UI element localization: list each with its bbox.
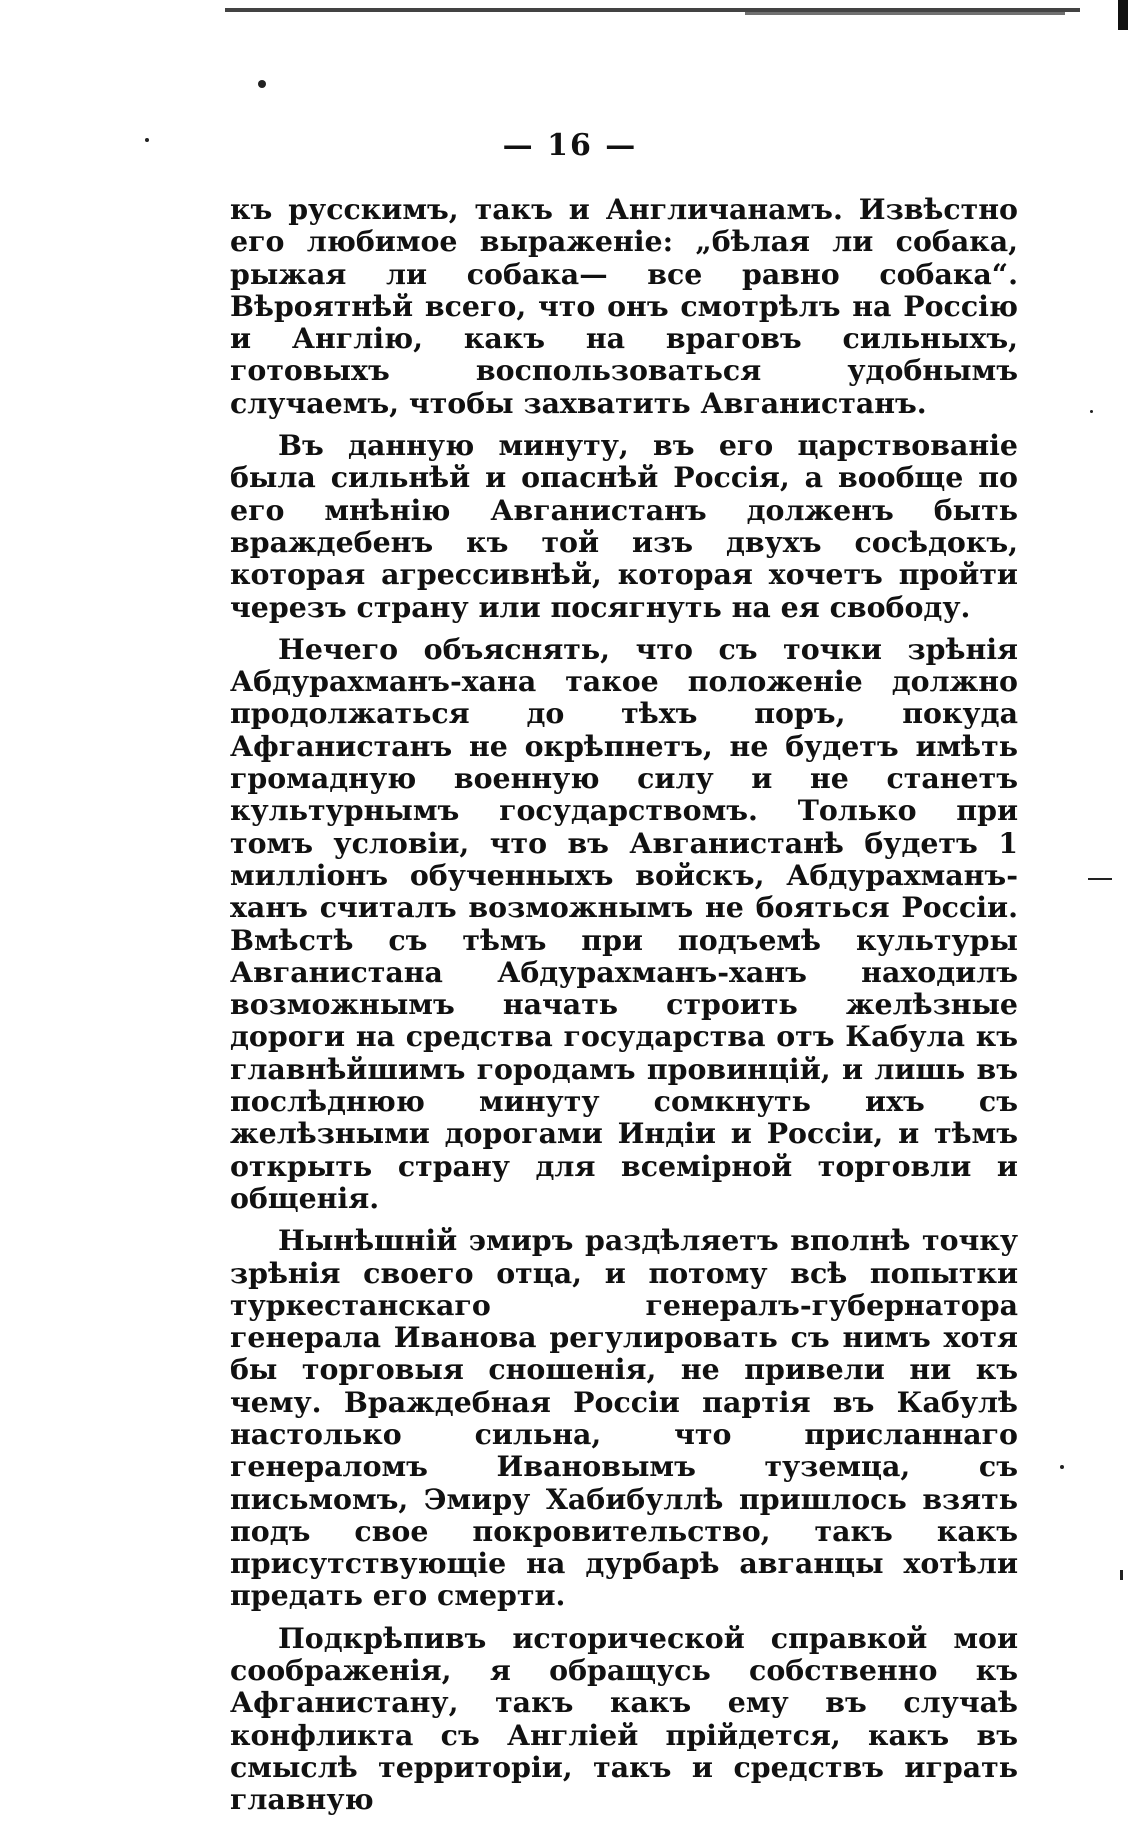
- scan-edge-mark: [1118, 0, 1128, 30]
- paragraph-4: Нынѣшній эмиръ раздѣляетъ вполнѣ точку зрѣнія своего отца, и потому всѣ попытки туркестанскаго генералъ-губернатора генерала Иванова регулировать съ нимъ хотя бы торговыя сношенія, не привели ни къ чему. Враждебная Россіи партія въ Кабулѣ настолько сильна, что присланнаго генераломъ Ивановымъ туземца, съ письмомъ, Эмиру Хабибуллѣ пришлось взять подъ свое покровительство, такъ какъ присутствующіе на дурбарѣ авганцы хотѣли предать его смерти.: [230, 1223, 1018, 1613]
- scan-speck: [1120, 1570, 1123, 1580]
- paragraph-5: Подкрѣпивъ исторической справкой мои соображенія, я обращусь собственно къ Афганистану, такъ какъ ему въ случаѣ конфликта съ Англіей прійдется, какъ въ смыслѣ территоріи, такъ и средствъ играть главную: [230, 1620, 1018, 1817]
- page-number: — 16 —: [502, 128, 638, 163]
- paragraph-2: Въ данную минуту, въ его царствованіе была сильнѣй и опаснѣй Россія, а вообще по его мнѣнію Авганистанъ долженъ быть враждебенъ къ той изъ двухъ сосѣдокъ, которая агрессивнѣй, которая хочетъ пройти черезъ страну или посягнуть на ея свободу.: [230, 428, 1018, 624]
- scan-speck: [1060, 1465, 1064, 1469]
- paragraph-3: Нечего объяснять, что съ точки зрѣнія Абдурахманъ-хана такое положеніе должно продолжаться до тѣхъ поръ, покуда Афганистанъ не окрѣпнетъ, не будетъ имѣть громадную военную силу и не станетъ культурнымъ государствомъ. Только при томъ условіи, что въ Авганистанѣ будетъ 1 милліонъ обученныхъ войскъ, Абдурахманъ-ханъ считалъ возможнымъ не бояться Россіи. Вмѣстѣ съ тѣмъ при подъемѣ культуры Авганистана Абдурахманъ-ханъ находилъ возможнымъ начать строить желѣзные дороги на средства государства отъ Кабула къ главнѣйшимъ городамъ провинцій, и лишь въ послѣднюю минуту сомкнуть ихъ съ желѣзными дорогами Индіи и Россіи, и тѣмъ открыть страну для всемірной торговли и общенія.: [230, 631, 1018, 1215]
- scan-speck: [1090, 410, 1093, 413]
- body-text: [230, 193, 1018, 1826]
- scan-speck: [258, 80, 266, 88]
- scan-top-rule-secondary: [745, 12, 1065, 15]
- scan-speck: [1088, 878, 1112, 880]
- paragraph-1: къ русскимъ, такъ и Англичанамъ. Извѣстно его любимое выраженіе: „бѣлая ли собака, рыжая ли собака— все равно собака“. Вѣроятнѣй всего, что онъ смотрѣлъ на Россію и Англію, какъ на враговъ сильныхъ, готовыхъ воспользоваться удобнымъ случаемъ, чтобы захватить Авганистанъ.: [230, 192, 1018, 420]
